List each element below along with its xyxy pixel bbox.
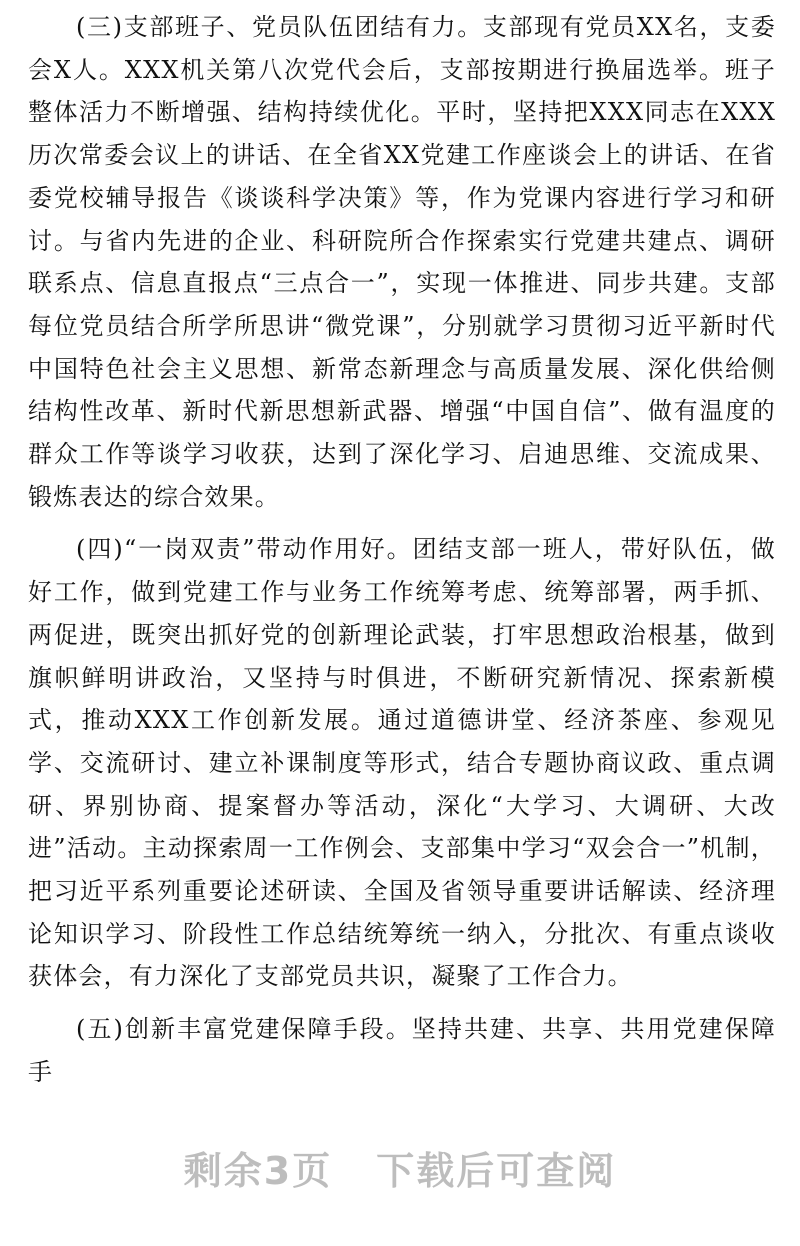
paragraph-section-3: (三)支部班子、党员队伍团结有力。支部现有党员XX名，支委会X人。XXX机关第八次党代会后，支部按期进行换届选举。班子整体活力不断增强、结构持续优化。平时，坚持把XXX同志在XXX历次常委会议上的讲话、在全省XX党建工作座谈会上的讲话、在省委党校辅导报告《谈谈科学决策》等，作为党课内容进行学习和研讨。与省内先进的企业、科研院所合作探索实行党建共建点、调研联系点、信息直报点“三点合一”，实现一体推进、同步共建。支部每位党员结合所学所思讲“微党课”，分别就学习贯彻习近平新时代中国特色社会主义思想、新常态新理念与高质量发展、深化供给侧结构性改革、新时代新思想新武器、增强“中国自信”、做有温度的群众工作等谈学习收获，达到了深化学习、启迪思维、交流成果、锻炼表达的综合效果。	[28, 13, 776, 511]
paragraph-section-4: (四)“一岗双责”带动作用好。团结支部一班人，带好队伍，做好工作，做到党建工作与业务工作统筹考虑、统筹部署，两手抓、两促进，既突出抓好党的创新理论武装，打牢思想政治根基，做到旗帜鲜明讲政治，又坚持与时俱进，不断研究新情况、探索新模式，推动XXX工作创新发展。通过道德讲堂、经济茶座、参观见学、交流研讨、建立补课制度等形式，结合专题协商议政、重点调研、界别协商、提案督办等活动，深化“大学习、大调研、大改进”活动。主动探索周一工作例会、支部集中学习“双会合一”机制，把习近平系列重要论述研读、全国及省领导重要讲话解读、经济理论知识学习、阶段性工作总结统筹统一纳入，分批次、有重点谈收获体会，有力深化了支部党员共识，凝聚了工作合力。	[28, 535, 776, 991]
remaining-pages-label: 剩余3页	[183, 1149, 333, 1193]
download-hint-label: 下载后可查阅	[376, 1149, 617, 1193]
paragraph-section-5: (五)创新丰富党建保障手段。坚持共建、共享、共用党建保障手	[28, 1015, 776, 1086]
download-prompt-banner[interactable]	[0, 1140, 800, 1195]
document-page	[28, 0, 776, 1094]
